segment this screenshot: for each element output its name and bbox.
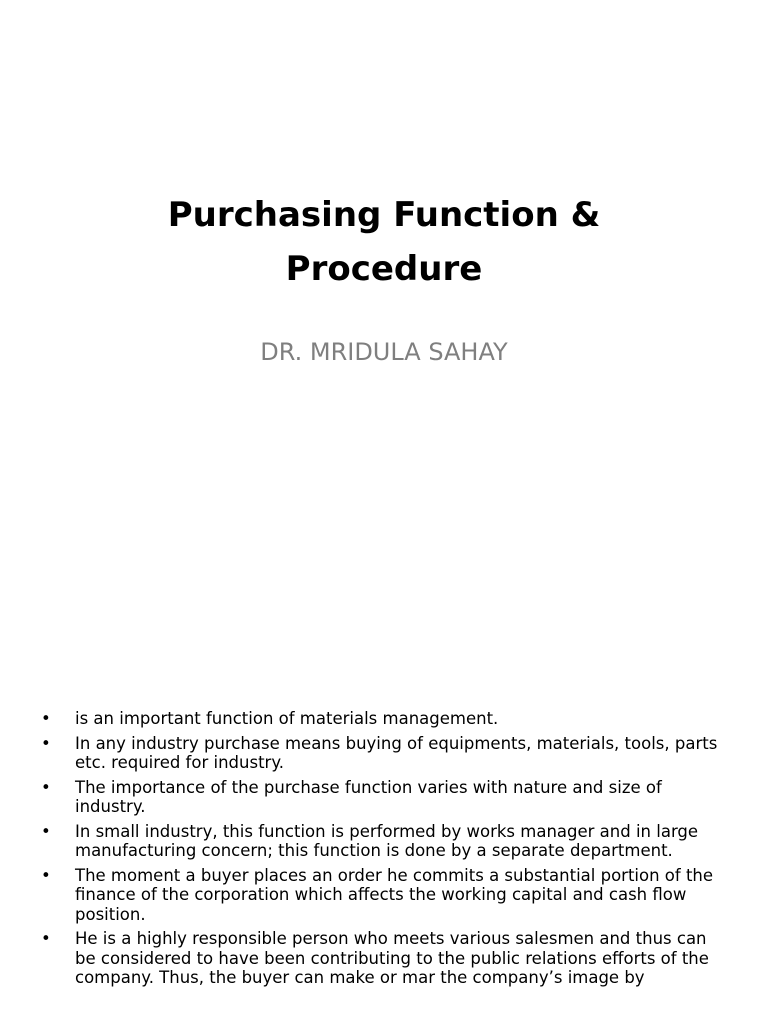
bullet-dot-icon: • (41, 929, 51, 948)
slide-title-line-1: Purchasing Function & (167, 195, 601, 235)
bullet-text: In any industry purchase means buying of equipments, materials, tools, parts etc. required for industry. (75, 733, 718, 772)
content-slide (0, 576, 768, 1024)
bullet-text: He is a highly responsible person who meets various salesmen and thus can be considered to have been contributing to the public relations efforts of the company. Thus, the buyer can make or mar the company’s image by (75, 929, 709, 987)
bullet-item (0, 709, 768, 729)
bullet-dot-icon: • (41, 733, 51, 753)
slide-title (84, 188, 684, 296)
bullet-text: is an important function of materials management. (75, 709, 499, 728)
bullet-dot-icon: • (41, 777, 51, 797)
bullet-item (0, 929, 768, 988)
bullet-text: The importance of the purchase function varies with nature and size of industry. (75, 777, 662, 816)
bullet-text: The moment a buyer places an order he commits a substantial portion of the finance of the corporation which affects the working capital and cash flow position. (75, 865, 714, 924)
slide-title-line-2: Procedure (285, 249, 483, 289)
bullet-text: In small industry, this function is performed by works manager and in large manufacturing concern; this function is done by a separate department. (75, 821, 699, 860)
bullet-item (0, 866, 768, 925)
bullet-item (0, 822, 768, 861)
bullet-item (0, 734, 768, 773)
bullet-list (0, 709, 768, 993)
bullet-dot-icon: • (41, 709, 51, 728)
bullet-item (0, 778, 768, 817)
slide-subtitle-author: DR. MRIDULA SAHAY (260, 338, 508, 366)
bullet-dot-icon: • (41, 865, 51, 885)
bullet-dot-icon: • (41, 821, 51, 841)
